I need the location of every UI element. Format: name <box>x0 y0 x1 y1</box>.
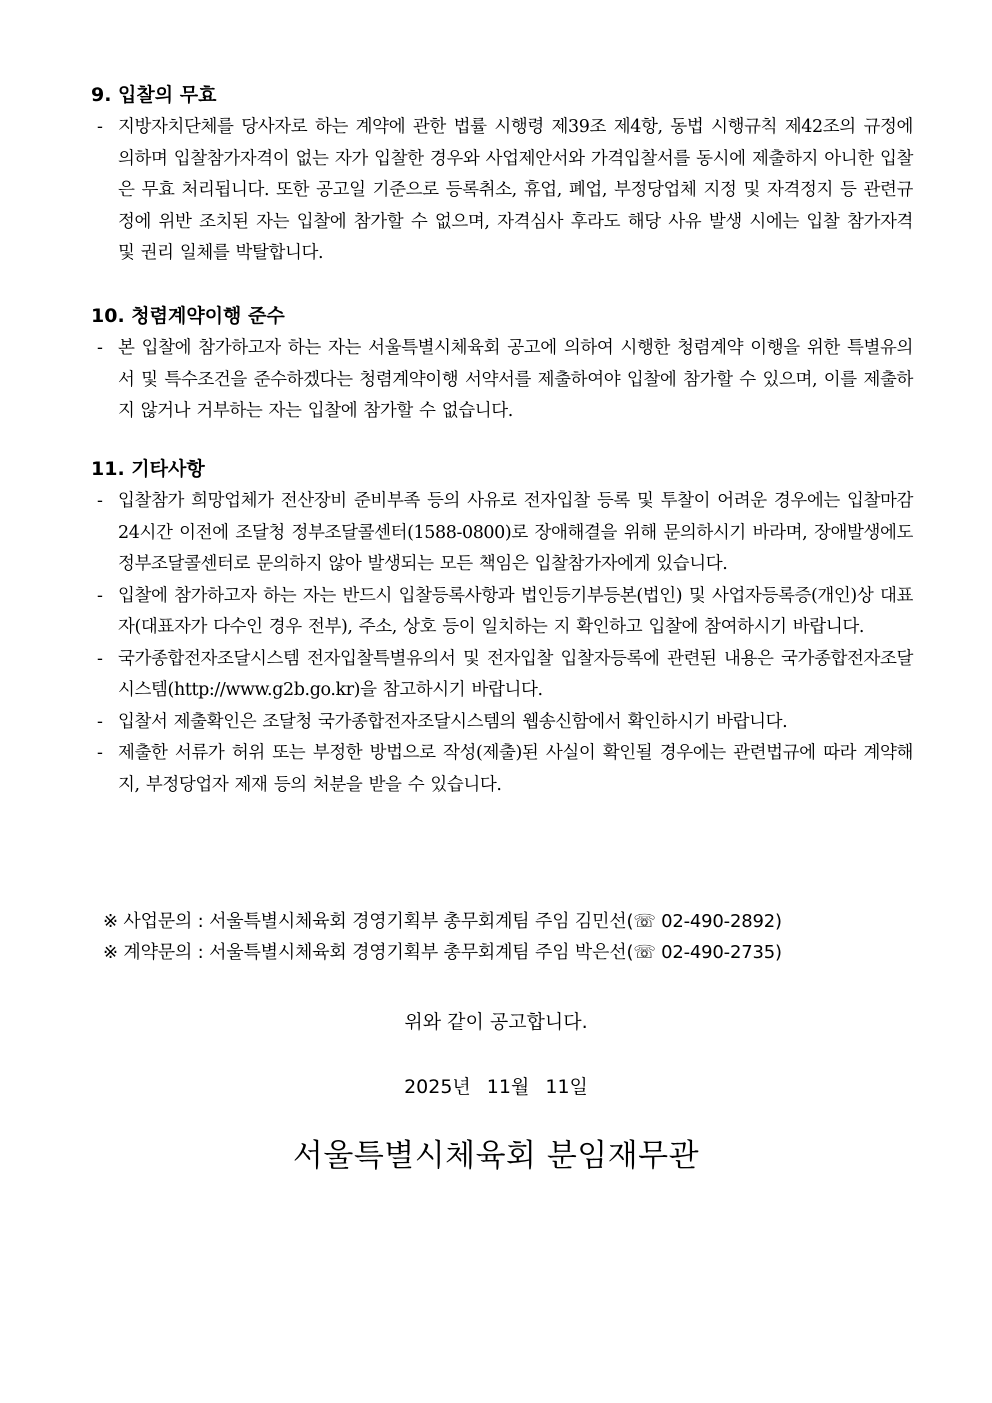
dash-marker: - <box>97 117 103 137</box>
section-integrity-contract <box>91 303 913 428</box>
list-item-text: 입찰서 제출확인은 조달청 국가종합전자조달시스템의 웹송신함에서 확인하시기 바랍니다. <box>118 711 788 732</box>
list-item <box>91 486 913 581</box>
list-item-text: 지방자치단체를 당사자로 하는 계약에 관한 법률 시행령 제39조 제4항, 동법 시행규칙 제42조의 규정에 의하며 입찰참가자격이 없는 자가 입찰한 경우와 사업제안서와 가격입찰서를 동시에 제출하지 아니한 입찰은 무효 처리됩니다. 또한 공고일 기준으로 등록취소, 휴업, 폐업, 부정당업체 지정 및 자격정지 등 관련규정에 위반 조치된 자는 입찰에 참가할 수 없으며, 자격심사 후라도 해당 사유 발생 시에는 입찰 참가자격 및 권리 일체를 박탈합니다. <box>118 117 913 263</box>
list-item <box>91 644 913 707</box>
section-other-matters <box>91 456 913 801</box>
signer-title: 서울특별시체육회 분임재무관 <box>292 1138 700 1174</box>
list-item <box>91 707 913 739</box>
list-item <box>91 581 913 644</box>
dash-marker: - <box>97 585 103 606</box>
list-item <box>91 112 913 270</box>
business-inquiry-note: ※ 사업문의 : 서울특별시체육회 경영기획부 총무회계팀 주임 김민선(☏ 02-490-2892) <box>103 911 782 932</box>
dash-marker: - <box>97 711 103 732</box>
announcement-date: 2025년 11월 11일 <box>404 1076 588 1098</box>
list-item-text: 제출한 서류가 허위 또는 부정한 방법으로 작성(제출)된 사실이 확인될 경우에는 관련법규에 따라 계약해지, 부정당업자 제재 등의 처분을 받을 수 있습니다. <box>118 743 913 795</box>
list-item <box>91 333 913 428</box>
dash-marker: - <box>97 743 103 763</box>
list-item-text: 본 입찰에 참가하고자 하는 자는 서울특별시체육회 공고에 의하여 시행한 청렴계약 이행을 위한 특별유의서 및 특수조건을 준수하겠다는 청렴계약이행 서약서를 제출하여야 입찰에 참가할 수 있으며, 이를 제출하지 않거나 거부하는 자는 입찰에 참가할 수 없습니다. <box>118 338 913 421</box>
list-item-text: 입찰참가 희망업체가 전산장비 준비부족 등의 사유로 전자입찰 등록 및 투찰이 어려운 경우에는 입찰마감 24시간 이전에 조달청 정부조달콜센터(1588-0800)로 장애해결을 위해 문의하시기 바라며, 장애발생에도 정부조달콜센터로 문의하지 않아 발생되는 모든 책임은 입찰참가자에게 있습니다. <box>118 491 913 574</box>
dash-marker: - <box>97 338 103 358</box>
contact-notes <box>103 906 923 968</box>
dash-marker: - <box>97 491 103 511</box>
closing-statement: 위와 같이 공고합니다. <box>404 1011 588 1033</box>
list-item <box>91 738 913 801</box>
contract-inquiry-note: ※ 계약문의 : 서울특별시체육회 경영기획부 총무회계팀 주임 박은선(☏ 02-490-2735) <box>103 942 782 963</box>
section-heading: 11. 기타사항 <box>91 458 205 480</box>
section-invalid-bids <box>91 82 913 270</box>
section-heading: 9. 입찰의 무효 <box>91 84 217 106</box>
section-heading: 10. 청렴계약이행 준수 <box>91 305 285 327</box>
list-item-text: 국가종합전자조달시스템 전자입찰특별유의서 및 전자입찰 입찰자등록에 관련된 내용은 국가종합전자조달시스템(http://www.g2b.go.kr)을 참고하시기 바랍니다. <box>118 648 913 700</box>
list-item-text: 입찰에 참가하고자 하는 자는 반드시 입찰등록사항과 법인등기부등본(법인) 및 사업자등록증(개인)상 대표자(대표자가 다수인 경우 전부), 주소, 상호 등이 일치하는 지 확인하고 입찰에 참여하시기 바랍니다. <box>118 585 913 637</box>
dash-marker: - <box>97 648 103 669</box>
